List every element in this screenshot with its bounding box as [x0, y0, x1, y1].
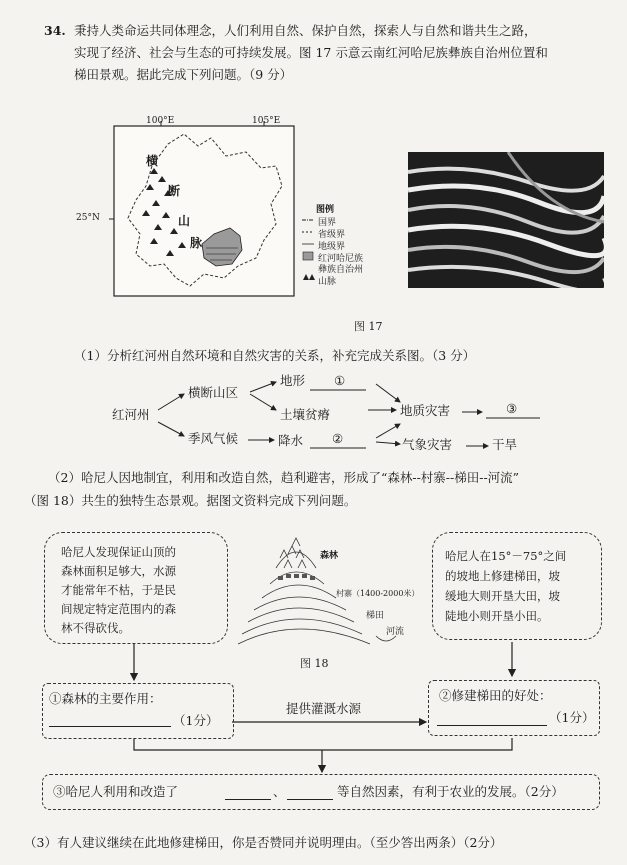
box3-blank-2[interactable]	[287, 799, 333, 800]
right-note-box	[432, 532, 602, 640]
box-utilize-nature	[42, 774, 600, 810]
part1-question: （1）分析红河州自然环境和自然灾害的关系，补充完成关系图。（3 分）	[74, 348, 476, 363]
relation-diagram	[100, 372, 570, 462]
left-note-line-5: 林不得砍伐。	[61, 621, 130, 635]
box2-answer-line[interactable]	[437, 725, 547, 726]
box3-sep: 、	[273, 784, 286, 799]
part3-question: （3）有人建议继续在此地修建梯田，你是否赞同并说明理由。（至少答出两条）（2分）	[24, 835, 503, 850]
box3-text-a: ③哈尼人利用和改造了	[53, 784, 179, 799]
yunnan-map	[76, 116, 326, 312]
right-note-line-2: 的坡地上修建梯田，坡	[445, 569, 560, 583]
box1-score: （1分）	[173, 713, 219, 728]
legend-mountain: 山脉	[318, 277, 337, 287]
node-monsoon: 季风气候	[188, 431, 239, 446]
box2-score: （1分）	[549, 710, 595, 725]
legend-title: 图例	[316, 205, 335, 215]
box3-text-b: 等自然因素，有利于农业的发展。（2分）	[337, 784, 564, 799]
intro-line-3: 梯田景观。据此完成下列问题。（9 分）	[74, 67, 293, 82]
label-forest: 森林	[320, 551, 339, 561]
box-forest-role	[42, 683, 234, 739]
node-drought: 干旱	[492, 437, 518, 452]
box1-title: ①森林的主要作用：	[49, 691, 162, 706]
left-note-box	[44, 532, 228, 644]
node-hengduan: 横断山区	[188, 385, 239, 400]
fig17-caption: 图 17	[354, 320, 383, 333]
range-char-4: 脉	[190, 236, 203, 250]
fig18-mountain	[236, 532, 426, 652]
label-terrace: 梯田	[366, 611, 385, 621]
range-char-2: 断	[168, 184, 181, 198]
part2-line-2: （图 18）共生的独特生态景观。据图文资料完成下列问题。	[24, 493, 357, 508]
node-honghe: 红河州	[112, 407, 150, 422]
left-note-line-4: 间规定特定范围内的森	[61, 602, 176, 616]
legend-prefecture: 地级界	[318, 242, 346, 252]
terrace-photo	[408, 152, 604, 288]
label-river: 河流	[386, 627, 405, 637]
node-geo-disaster: 地质灾害	[400, 403, 451, 418]
legend-symbols	[302, 214, 316, 310]
intro-line-2: 实现了经济、社会与生态的可持续发展。图 17 示意云南红河哈尼族彝族自治州位置和	[74, 45, 548, 60]
map-lon-105: 105°E	[252, 116, 281, 126]
range-char-1: 横	[146, 154, 159, 168]
map-legend	[302, 202, 398, 310]
box-terrace-benefit	[428, 680, 600, 736]
terrace-photo-graphic	[408, 152, 604, 288]
legend-provincial: 省级界	[318, 230, 346, 240]
legend-honghe-1: 红河哈尼族	[318, 254, 364, 264]
right-note-line-4: 陡地小则开垦小田。	[445, 609, 549, 623]
fig18-caption: 图 18	[300, 657, 329, 670]
right-note-line-3: 缓地大则开垦大田，坡	[445, 589, 560, 603]
range-char-3: 山	[178, 214, 191, 228]
box3-blank-1[interactable]	[225, 799, 271, 800]
node-meteo-disaster: 气象灾害	[402, 437, 453, 452]
map-lon-100: 100°E	[146, 116, 175, 126]
question-number: 34.	[44, 23, 66, 38]
box1-answer-line[interactable]	[49, 726, 171, 727]
left-note-line-2: 森林面积足够大，水源	[61, 564, 176, 578]
part2-line-1: （2）哈尼人因地制宜，利用和改造自然，趋利避害，形成了“森林--村寨--梯田--河流”	[48, 470, 520, 485]
left-note-line-1: 哈尼人发现保证山顶的	[61, 545, 176, 559]
node-soil: 土壤贫瘠	[280, 407, 331, 422]
legend-honghe-2: 彝族自治州	[318, 265, 364, 275]
node-terrain: 地形	[280, 373, 306, 388]
blank-1: ①	[334, 373, 346, 388]
intro-line-1: 秉持人类命运共同体理念，人们利用自然、保护自然，探索人与自然和谐共生之路，	[74, 23, 537, 38]
node-rain: 降水	[278, 433, 304, 448]
label-village: 村寨（1400-2000米）	[336, 589, 420, 598]
legend-national: 国界	[318, 218, 337, 228]
blank-2: ②	[332, 431, 344, 446]
box2-title: ②修建梯田的好处：	[439, 688, 552, 703]
right-note-line-1: 哈尼人在15°－75°之间	[445, 549, 567, 563]
map-graphic	[106, 116, 326, 312]
blank-3: ③	[506, 401, 518, 416]
map-lat-25: 25°N	[76, 213, 100, 223]
left-note-line-3: 才能常年不枯，于是民	[61, 583, 176, 597]
mid-label-irrigation: 提供灌溉水源	[286, 701, 362, 716]
